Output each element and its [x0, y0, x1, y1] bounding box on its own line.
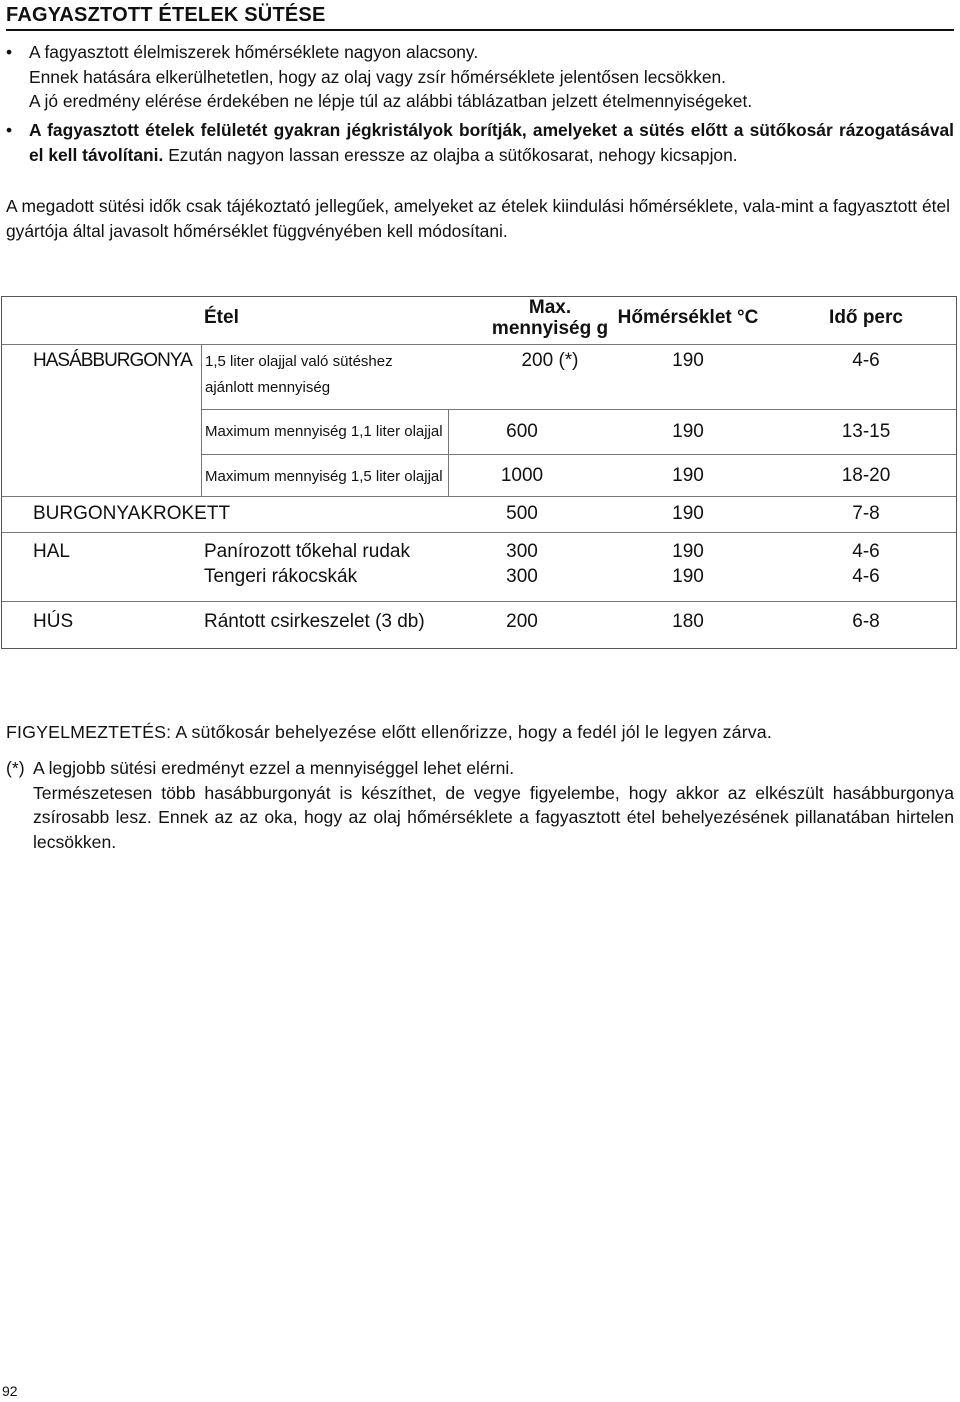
hasab-row1-temp: 190 — [672, 350, 704, 371]
bullet-dot-icon: • — [6, 120, 13, 140]
category-hus: HÚS — [33, 611, 74, 632]
kroket-temp: 190 — [672, 503, 704, 524]
kroket-time: 7-8 — [852, 503, 880, 524]
kroket-qty: 500 — [506, 503, 538, 524]
hasab-row3-temp: 190 — [672, 465, 704, 486]
page-title: FAGYASZTOTT ÉTELEK SÜTÉSE — [6, 4, 954, 31]
warning-text: FIGYELMEZTETÉS: A sütőkosár behelyezése előtt ellenőrizze, hogy a fedél jól le legyen zárva. — [6, 722, 772, 742]
header-max-line2: mennyiség g — [491, 318, 609, 339]
section-divider — [2, 601, 956, 602]
frying-table — [1, 296, 957, 649]
hal-row1-desc: Panírozott tőkehal rudak — [204, 541, 410, 562]
hal-row1-qty: 300 — [506, 541, 538, 562]
info-paragraph: A megadott sütési idők csak tájékoztató jellegűek, amelyeket az ételek kiindulási hőmérséklete, vala-mint a fagyasztott étel gyártója által javasolt hőmérséklet függvényében kell módosítani. — [6, 196, 950, 241]
section-divider — [2, 496, 956, 497]
footnote-marker: (*) — [6, 758, 25, 778]
bullet-dot-icon: • — [6, 42, 13, 62]
hasab-row1-desc1: 1,5 liter olajjal való sütéshez — [205, 353, 393, 370]
hasab-row3-desc: Maximum mennyiség 1,5 liter olajjal — [205, 468, 443, 485]
page-number: 92 — [2, 1383, 18, 1399]
bullet2-bold-text: A fagyasztott ételek felületét gyakran jégkristályok borítják, amelyeket a sütés előtt a sütőkosár rázogatásával el kell távolítani. — [29, 120, 954, 165]
hal-row2-time: 4-6 — [852, 566, 880, 587]
hus-temp: 180 — [672, 611, 704, 632]
hasab-row2-desc: Maximum mennyiség 1,1 liter olajjal — [205, 423, 443, 440]
footnote-rest: Természetesen több hasábburgonyát is készíthet, de vegye figyelembe, hogy akkor az elkészült hasábburgonya zsírosabb lesz. Ennek az az oka, hogy az olaj hőmérséklete a fagyasztott étel behelyezésének pillanatában hirtelen lecsökken. — [33, 782, 954, 852]
bullet1-line3: A jó eredmény elérése érdekében ne lépje túl az alábbi táblázatban jelzett ételmennyiségeket. — [29, 91, 753, 111]
hasab-row2-time: 13-15 — [841, 421, 891, 442]
hus-desc: Rántott csirkeszelet (3 db) — [204, 611, 425, 632]
hasab-row-divider — [201, 454, 956, 455]
hasab-row3-qty: 1000 — [500, 465, 544, 486]
hasab-subdivider — [201, 344, 202, 496]
hasab-row3-time: 18-20 — [841, 465, 891, 486]
hasab-row-divider — [201, 409, 956, 410]
hasab-row2-qty: 600 — [506, 421, 538, 442]
hal-row1-time: 4-6 — [852, 541, 880, 562]
bullet2-normal-text: Ezután nagyon lassan eressze az olajba a sütőkosarat, nehogy kicsapjon. — [163, 144, 738, 165]
hal-row2-desc: Tengeri rákocskák — [204, 566, 358, 587]
hasab-row2-temp: 190 — [672, 421, 704, 442]
footnote-line1: A legjobb sütési eredményt ezzel a mennyiséggel lehet elérni. — [33, 758, 515, 778]
header-max-line1: Max. — [528, 297, 572, 318]
hasab-row1-desc2: ajánlott mennyiség — [205, 379, 331, 396]
category-hasabburgonya: HASÁBBURGONYA — [33, 350, 192, 371]
bullet1-line2: Ennek hatására elkerülhetetlen, hogy az olaj vagy zsír hőmérséklete jelentősen lecsökken. — [29, 66, 726, 87]
bullet1-line1: A fagyasztott élelmiszerek hőmérséklete nagyon alacsony. — [29, 42, 479, 62]
hal-row2-temp: 190 — [672, 566, 704, 587]
category-burgonyakrokett: BURGONYAKROKETT — [33, 503, 231, 524]
header-temperature: Hőmérséklet °C — [617, 307, 759, 328]
hal-row2-qty: 300 — [506, 566, 538, 587]
footnote — [6, 756, 954, 854]
category-hal: HAL — [33, 541, 70, 562]
header-time: Idő perc — [829, 307, 903, 328]
hus-qty: 200 — [506, 611, 538, 632]
header-divider — [2, 344, 956, 345]
hasab-row1-qty: 200 (*) — [521, 350, 579, 371]
hasab-row1-time: 4-6 — [852, 350, 880, 371]
bullet-item-ice-crystals — [6, 118, 954, 167]
header-food: Étel — [204, 307, 239, 328]
hus-time: 6-8 — [852, 611, 880, 632]
bullet-item-frozen-temp — [6, 40, 954, 114]
hal-row1-temp: 190 — [672, 541, 704, 562]
section-divider — [2, 532, 956, 533]
